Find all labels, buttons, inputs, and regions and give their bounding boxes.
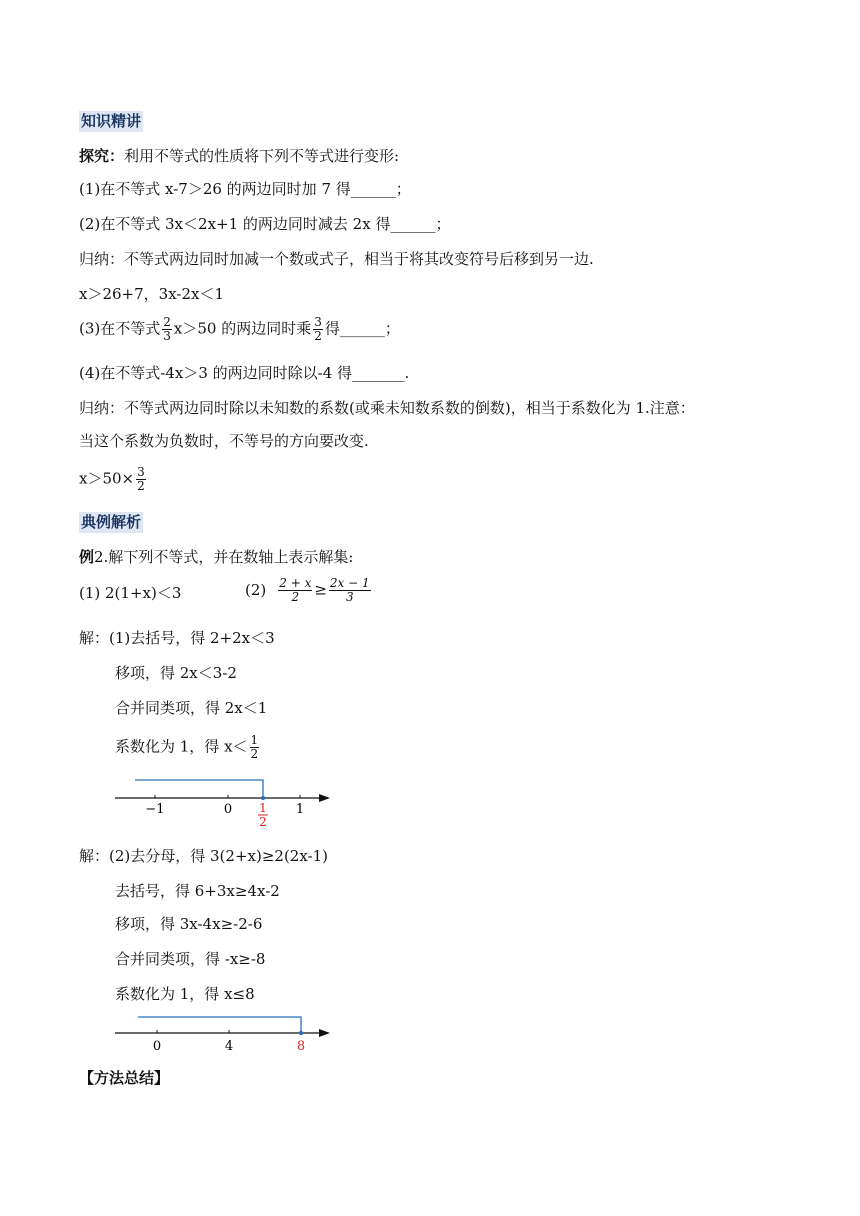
tick-label-8: 8 bbox=[296, 1039, 306, 1054]
answer2-frac-num: 3 bbox=[137, 465, 145, 479]
solution2-step5: 系数化为 1，得 x≤8 bbox=[115, 985, 255, 1003]
solution2-step2: 去括号，得 6+3x≥4x-2 bbox=[115, 882, 280, 900]
tick-label-neg1: −1 bbox=[145, 802, 165, 817]
sol1-frac-den: 2 bbox=[250, 747, 259, 761]
answer2-frac-den: 2 bbox=[137, 479, 145, 493]
solution2-step3: 移项，得 3x-4x≥-2-6 bbox=[115, 915, 263, 933]
tick-label-4: 4 bbox=[224, 1039, 234, 1054]
solution1-step3: 合并同类项，得 2x＜1 bbox=[115, 699, 268, 717]
p2-label: (2) bbox=[245, 580, 267, 599]
q3-frac2-den: 2 bbox=[314, 329, 322, 343]
question-2: (2)在不等式 3x＜2x+1 的两边同时减去 2x 得______； bbox=[79, 215, 451, 233]
q3-suffix: 得______； bbox=[324, 319, 400, 338]
example-line bbox=[79, 547, 353, 567]
p2-left-num: 2 + x bbox=[279, 576, 312, 590]
tick-label-1: 1 bbox=[295, 802, 305, 817]
example-text: 2.解下列不等式，并在数轴上表示解集: bbox=[94, 548, 354, 566]
p2-left-den: 2 bbox=[291, 590, 300, 604]
p2-right-den: 3 bbox=[345, 590, 354, 604]
q3-fraction-1 bbox=[162, 316, 172, 343]
endpoint-1 bbox=[261, 796, 265, 800]
number-line-1 bbox=[110, 775, 340, 830]
q3-prefix: (3)在不等式 bbox=[79, 319, 161, 338]
question-1: (1)在不等式 x-7＞26 的两边同时加 7 得______； bbox=[79, 180, 411, 198]
mark-label-num: 1 bbox=[259, 801, 267, 815]
sol1-last-fraction bbox=[250, 734, 260, 761]
solution1-step1: 解：(1)去括号，得 2+2x＜3 bbox=[79, 629, 275, 647]
mark-label-den: 2 bbox=[259, 815, 267, 829]
summary-2-line2: 当这个系数为负数时，不等号的方向要改变. bbox=[79, 432, 369, 450]
solution2-step4: 合并同类项，得 -x≥-8 bbox=[115, 950, 266, 968]
answer-1: x＞26+7，3x-2x＜1 bbox=[79, 285, 225, 303]
problem-2 bbox=[245, 577, 373, 604]
example-label: 例 bbox=[79, 548, 95, 566]
p2-operator: ≥ bbox=[314, 580, 327, 599]
summary-1: 归纳：不等式两边同时加减一个数或式子，相当于将其改变符号后移到另一边. bbox=[79, 250, 594, 268]
axis-arrow-1 bbox=[319, 794, 330, 802]
p2-right-num: 2x − 1 bbox=[329, 576, 370, 590]
answer2-fraction bbox=[136, 466, 146, 493]
endpoint-2 bbox=[299, 1031, 303, 1035]
q3-frac2-num: 3 bbox=[314, 315, 322, 329]
q3-frac1-num: 2 bbox=[163, 315, 171, 329]
heading-examples: 典例解析 bbox=[81, 513, 142, 531]
solution2-step1: 解：(2)去分母，得 3(2+x)≥2(2x-1) bbox=[79, 847, 329, 865]
explore-text: 利用不等式的性质将下列不等式进行变形: bbox=[124, 147, 400, 165]
q3-frac1-den: 3 bbox=[163, 329, 171, 343]
answer2-prefix: x＞50× bbox=[79, 469, 135, 488]
problem-1: (1) 2(1+x)＜3 bbox=[79, 584, 182, 602]
solution1-step2: 移项，得 2x＜3-2 bbox=[115, 664, 237, 682]
method-summary-heading: 【方法总结】 bbox=[79, 1069, 170, 1087]
heading-knowledge: 知识精讲 bbox=[81, 112, 142, 130]
solution-range-2 bbox=[138, 1017, 301, 1033]
q3-fraction-2 bbox=[313, 316, 323, 343]
tick-label-0: 0 bbox=[223, 802, 233, 817]
question-4: (4)在不等式-4x＞3 的两边同时除以-4 得_______. bbox=[79, 364, 410, 382]
q3-middle: x＞50 的两边同时乘 bbox=[173, 319, 312, 338]
question-3 bbox=[79, 316, 400, 343]
number-line-2 bbox=[110, 1012, 340, 1057]
p2-right-fraction bbox=[329, 577, 371, 604]
explore-label: 探究： bbox=[79, 147, 125, 165]
sol1-last-text: 系数化为 1，得 x＜ bbox=[115, 737, 248, 756]
p2-left-fraction bbox=[278, 577, 312, 604]
answer-2 bbox=[79, 466, 148, 493]
solution1-step4 bbox=[115, 734, 261, 761]
solution-range-1 bbox=[135, 780, 263, 798]
axis-arrow-2 bbox=[319, 1029, 330, 1037]
tick-label-0b: 0 bbox=[152, 1039, 162, 1054]
explore-line bbox=[79, 146, 399, 166]
sol1-frac-num: 1 bbox=[250, 733, 259, 747]
summary-2-line1: 归纳：不等式两边同时除以未知数的系数(或乘未知数系数的倒数)，相当于系数化为 1.注意： bbox=[79, 399, 695, 417]
